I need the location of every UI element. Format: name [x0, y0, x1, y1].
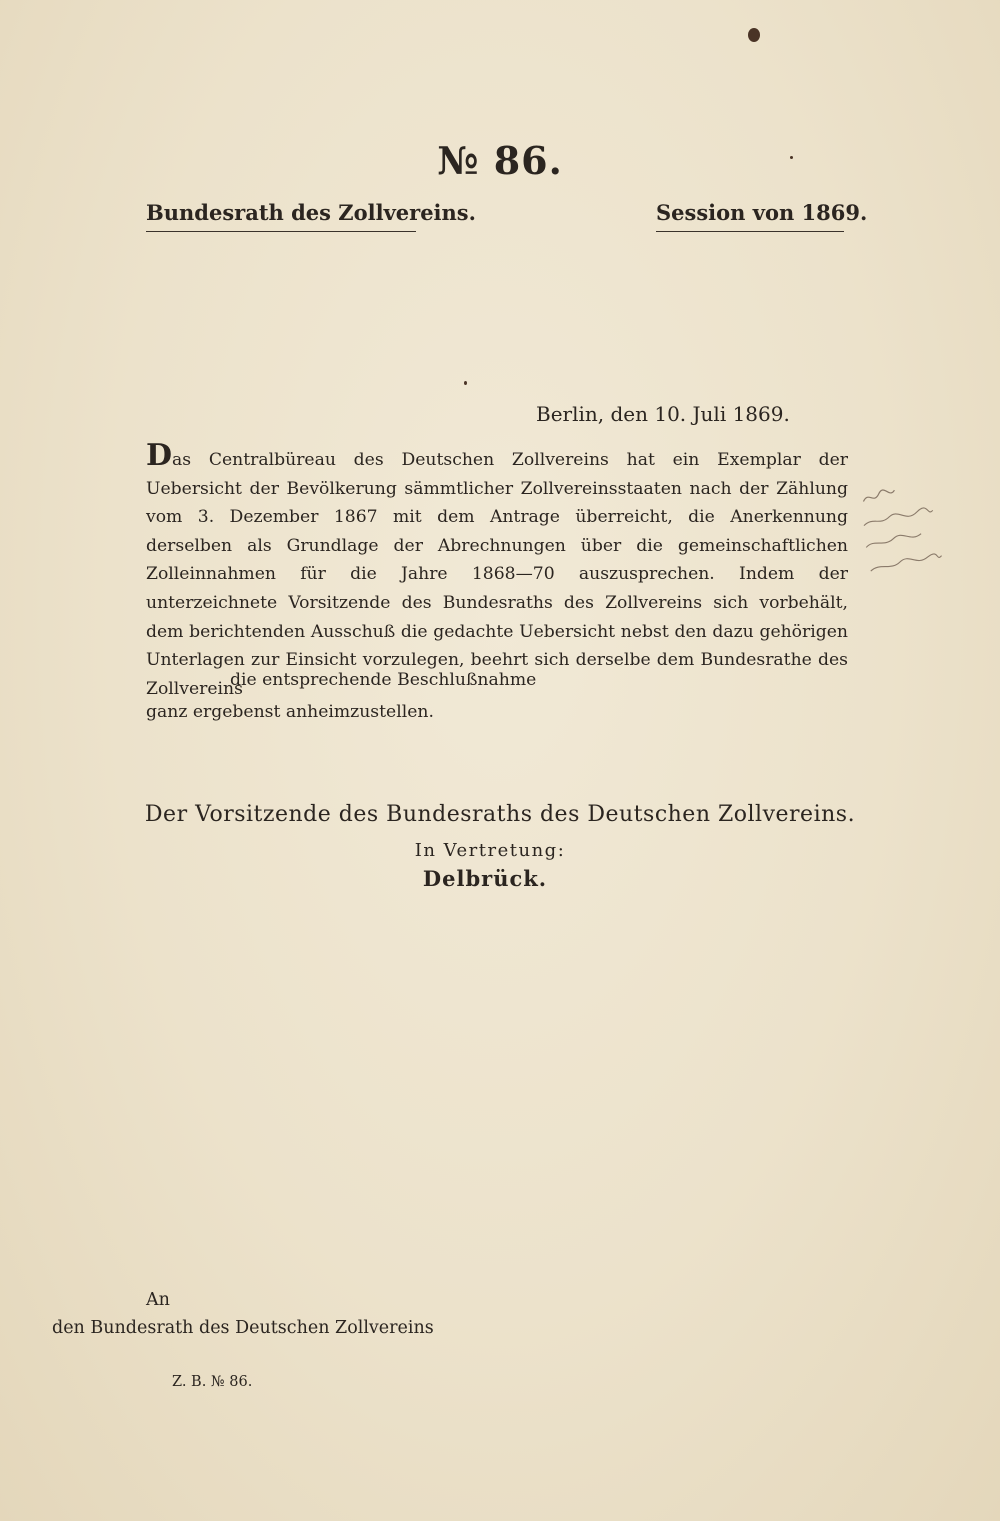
pencil-margin-note-graphic [858, 480, 948, 585]
body-paragraph [146, 438, 848, 703]
signature-name: Delbrück. [422, 866, 548, 891]
document-number: № 86. [437, 138, 563, 183]
resolution-line: die entsprechende Beschlußnahme [230, 670, 537, 690]
header-left-rule [146, 231, 416, 232]
header-right: Session von 1869. [656, 200, 868, 225]
addressee-line-1: An [146, 1290, 170, 1310]
signature-title: Der Vorsitzende des Bundesraths des Deutschen Zollvereins. [144, 802, 856, 827]
drop-initial: D [146, 438, 173, 473]
ink-spot [748, 28, 760, 42]
addressee-line-2: den Bundesrath des Deutschen Zollvereins [52, 1318, 434, 1338]
footer-reference: Z. B. № 86. [172, 1374, 253, 1390]
closing-line: ganz ergebenst anheimzustellen. [146, 702, 434, 722]
header-left: Bundesrath des Zollvereins. [146, 200, 476, 225]
ink-speck [464, 381, 467, 385]
signature-subtitle: In Vertretung: [414, 840, 566, 861]
pencil-scribble-graphic [858, 480, 947, 578]
date-line: Berlin, den 10. Juli 1869. [536, 402, 790, 426]
header-right-rule [656, 231, 844, 232]
body-text: as Centralbüreau des Deutschen Zollvereins hat ein Exemplar der Uebersicht der Bevölkerung sämmtlicher Zollvereinsstaaten nach der Zählung vom 3. Dezember 1867 mit dem Antrage überreicht, die Anerkennung derselben als Grundlage der Abrechnungen über die gemeinschaftlichen Zolleinnahmen für die Jahre 1868—70 auszusprechen. Indem der unterzeichnete Vorsitzende des Bundesraths des Zollvereins sich vorbehält, dem berichtenden Ausschuß die gedachte Uebersicht nebst den dazu gehörigen Unterlagen zur Einsicht vorzulegen, beehrt sich derselbe dem Bundesrathe des Zollvereins [146, 450, 848, 699]
